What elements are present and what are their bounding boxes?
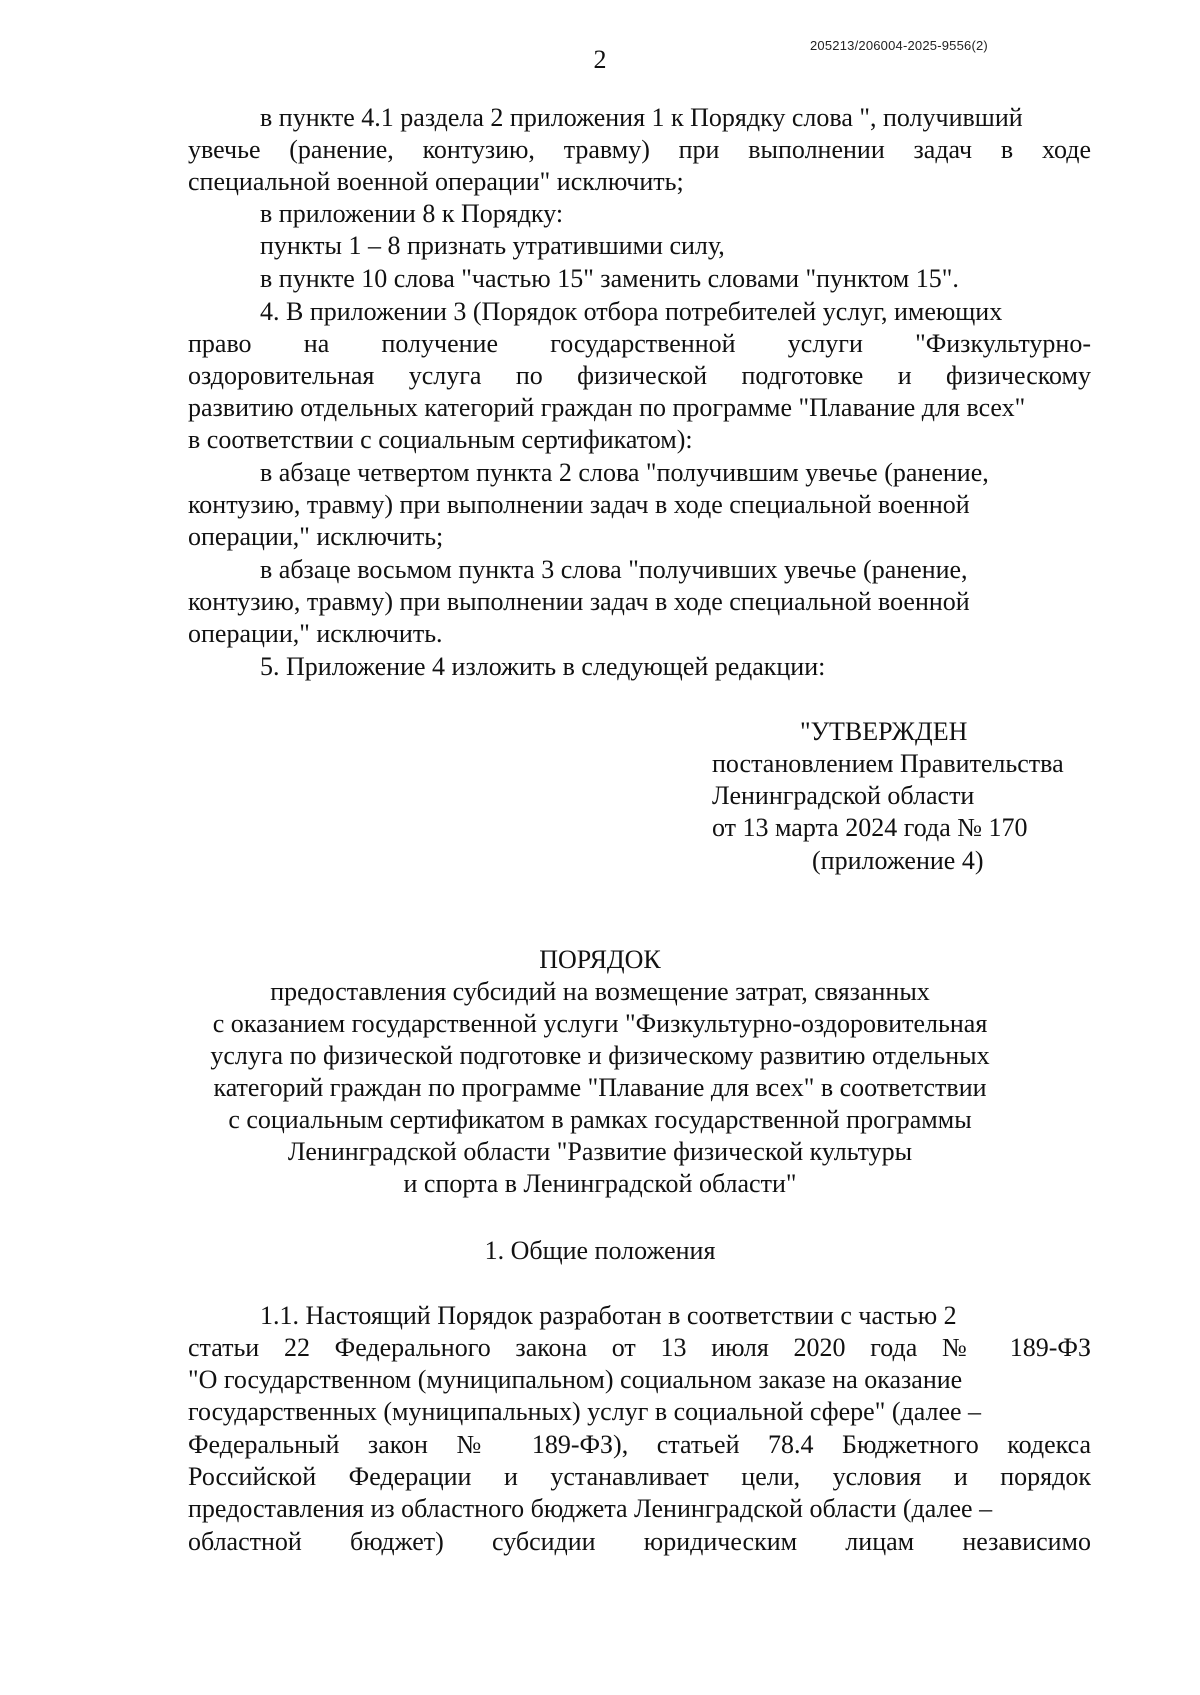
body-line: в абзаце восьмом пункта 3 слова "получивших увечье (ранение,	[260, 555, 968, 584]
order-subtitle-line: с оказанием государственной услуги "Физкультурно-оздоровительная	[212, 1009, 988, 1038]
body-line: операции," исключить.	[188, 619, 443, 648]
order-subtitle-line: категорий граждан по программе "Плавание для всех" в соответствии	[213, 1073, 987, 1102]
body-line: специальной военной операции" исключить;	[188, 167, 684, 196]
approval-title: "УТВЕРЖДЕН	[800, 717, 968, 746]
body-line: увечье (ранение, контузию, травму) при выполнении задач в ходе	[188, 135, 1091, 164]
section-line: Федеральный закон № 189-ФЗ), статьей 78.4 Бюджетного кодекса	[188, 1430, 1091, 1459]
order-title: ПОРЯДОК	[539, 945, 661, 974]
body-line: развитию отдельных категорий граждан по программе "Плавание для всех"	[188, 393, 1026, 422]
approval-line: Ленинградской области	[712, 781, 975, 810]
body-line: в соответствии с социальным сертификатом):	[188, 425, 693, 454]
order-subtitle-line: Ленинградской области "Развитие физической культуры	[287, 1137, 913, 1166]
body-line: 5. Приложение 4 изложить в следующей редакции:	[260, 652, 826, 681]
approval-line: (приложение 4)	[812, 846, 984, 875]
body-line: оздоровительная услуга по физической подготовке и физическому	[188, 361, 1091, 390]
body-line: операции," исключить;	[188, 522, 444, 551]
body-line: в пункте 10 слова "частью 15" заменить словами "пунктом 15".	[260, 264, 959, 293]
section-line: государственных (муниципальных) услуг в социальной сфере" (далее –	[188, 1397, 982, 1426]
section-line: 1.1. Настоящий Порядок разработан в соответствии с частью 2	[260, 1301, 957, 1330]
approval-line: от 13 марта 2024 года № 170	[712, 813, 1028, 842]
section-line: статьи 22 Федерального закона от 13 июля 2020 года № 189-ФЗ	[188, 1333, 1091, 1362]
section-line: областной бюджет) субсидии юридическим лицам независимо	[188, 1527, 1091, 1556]
document-registration-number: 205213/206004-2025-9556(2)	[810, 38, 988, 53]
body-line: в приложении 8 к Порядку:	[260, 199, 564, 228]
order-subtitle-line: и спорта в Ленинградской области"	[403, 1169, 797, 1198]
section-heading: 1. Общие положения	[484, 1236, 716, 1265]
order-subtitle-line: услуга по физической подготовке и физическому развитию отдельных	[210, 1041, 990, 1070]
order-subtitle-line: предоставления субсидий на возмещение затрат, связанных	[270, 977, 930, 1006]
body-line: 4. В приложении 3 (Порядок отбора потребителей услуг, имеющих	[260, 297, 1003, 326]
approval-line: постановлением Правительства	[712, 749, 1064, 778]
section-line: "О государственном (муниципальном) социальном заказе на оказание	[188, 1365, 963, 1394]
section-line: Российской Федерации и устанавливает цели, условия и порядок	[188, 1462, 1091, 1491]
body-line: в пункте 4.1 раздела 2 приложения 1 к Порядку слова ", получивший	[260, 103, 1023, 132]
body-line: контузию, травму) при выполнении задач в ходе специальной военной	[188, 587, 970, 616]
body-line: в абзаце четвертом пункта 2 слова "получившим увечье (ранение,	[260, 458, 989, 487]
body-line: пункты 1 – 8 признать утратившими силу,	[260, 231, 725, 260]
order-subtitle-line: с социальным сертификатом в рамках государственной программы	[228, 1105, 972, 1134]
page-number: 2	[593, 45, 607, 74]
body-line: контузию, травму) при выполнении задач в ходе специальной военной	[188, 490, 970, 519]
section-line: предоставления из областного бюджета Ленинградской области (далее –	[188, 1494, 993, 1523]
body-line: право на получение государственной услуги "Физкультурно-	[188, 329, 1091, 358]
